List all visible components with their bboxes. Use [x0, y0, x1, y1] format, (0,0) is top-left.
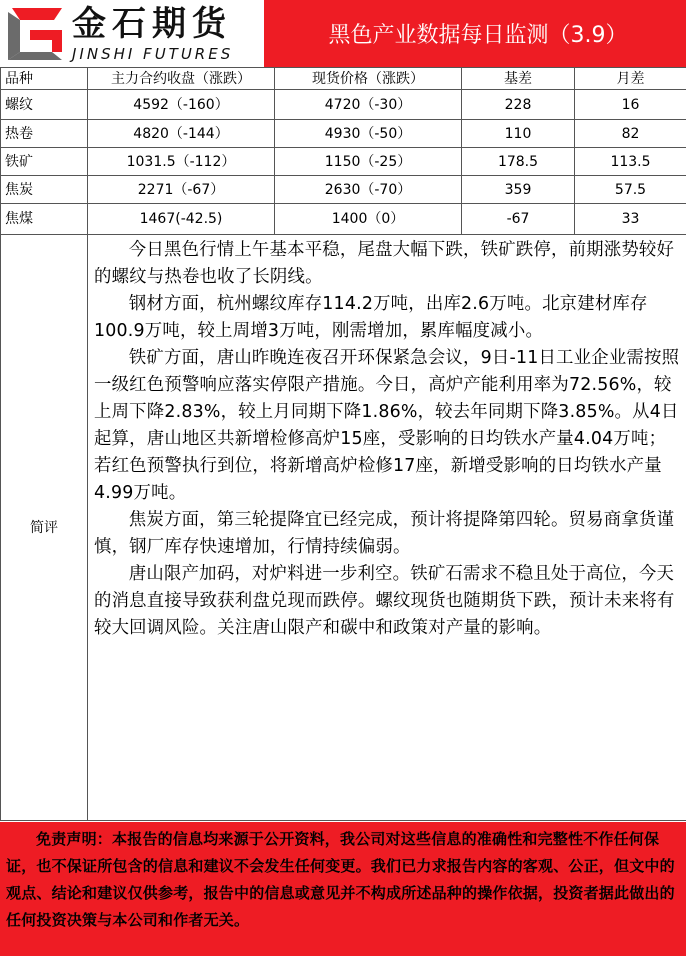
table-row [1, 176, 686, 204]
comment-paragraph: 焦炭方面，第三轮提降宜已经完成，预计将提降第四轮。贸易商拿货谨慎，钢厂库存快速增加，行情持续偏弱。 [94, 510, 675, 557]
table-cell: 4820（-144） [88, 120, 275, 148]
table-cell: 110 [462, 120, 575, 148]
brand-name-en: JINSHI FUTURES [72, 44, 234, 63]
table-cell: 4720（-30） [275, 90, 462, 120]
table-header-cell: 品种 [1, 68, 88, 90]
table-cell: 螺纹 [1, 90, 88, 120]
table-cell: 4930（-50） [275, 120, 462, 148]
table-cell: 33 [575, 204, 686, 235]
comment-paragraph: 唐山限产加码，对炉料进一步利空。铁矿石需求不稳且处于高位，今天的消息直接导致获利盘兑现而跌停。螺纹现货也随期货下跌，预计未来将有较大回调风险。关注唐山限产和碳中和政策对产量的影响。 [94, 564, 675, 638]
comment-body [88, 235, 686, 821]
table-row [1, 204, 686, 235]
table-cell: 1400（0） [275, 204, 462, 235]
table-cell: -67 [462, 204, 575, 235]
comment-paragraph: 今日黑色行情上午基本平稳，尾盘大幅下跌，铁矿跌停，前期涨势较好的螺纹与热卷也收了长阴线。 [94, 240, 675, 287]
table-row [1, 148, 686, 176]
comment-row [1, 235, 686, 821]
table-cell: 16 [575, 90, 686, 120]
jinshi-logo-icon [4, 4, 66, 64]
disclaimer-text: 免责声明：本报告的信息均来源于公开资料，我公司对这些信息的准确性和完整性不作任何保证，也不保证所包含的信息和建议不会发生任何变更。我们已力求报告内容的客观、公正，但文中的观点、结论和建议仅供参考，报告中的信息或意见并不构成所述品种的操作依据，投资者据此做出的任何投资决策与本公司和作者无关。 [6, 830, 675, 929]
disclaimer [0, 822, 686, 956]
table-header-cell: 月差 [575, 68, 686, 90]
table-cell: 359 [462, 176, 575, 204]
table-header-cell: 基差 [462, 68, 575, 90]
table-cell: 113.5 [575, 148, 686, 176]
table-cell: 228 [462, 90, 575, 120]
table-cell: 铁矿 [1, 148, 88, 176]
table-header-cell: 主力合约收盘（涨跌） [88, 68, 275, 90]
brand-name-cn: 金石期货 [72, 3, 232, 44]
table-cell: 2271（-67） [88, 176, 275, 204]
comment-paragraph: 钢材方面，杭州螺纹库存114.2万吨，出库2.6万吨。北京建材库存100.9万吨，较上周增3万吨，刚需增加，累库幅度减小。 [94, 294, 648, 341]
table-cell: 1031.5（-112） [88, 148, 275, 176]
table-cell: 焦炭 [1, 176, 88, 204]
table-row [1, 90, 686, 120]
table-header-row [1, 68, 686, 90]
table-cell: 178.5 [462, 148, 575, 176]
table-row [1, 120, 686, 148]
table-cell: 82 [575, 120, 686, 148]
comment-label: 简评 [1, 235, 88, 821]
table-cell: 57.5 [575, 176, 686, 204]
table-cell: 2630（-70） [275, 176, 462, 204]
report-title: 黑色产业数据每日监测（3.9） [264, 0, 686, 67]
comment-paragraph: 铁矿方面，唐山昨晚连夜召开环保紧急会议，9日-11日工业企业需按照一级红色预警响应落实停限产措施。今日，高炉产能利用率为72.56%，较上周下降2.83%，较上月同期下降1.86%，较去年同期下降3.85%。从4日起算，唐山地区共新增检修高炉15座，受影响的日均铁水产量4.04万吨；若红色预警执行到位，将新增高炉检修17座，新增受影响的日均铁水产量4.99万吨。 [94, 348, 680, 503]
table-cell: 焦煤 [1, 204, 88, 235]
header [0, 0, 686, 67]
logo [0, 0, 264, 67]
table-cell: 1150（-25） [275, 148, 462, 176]
table-header-cell: 现货价格（涨跌） [275, 68, 462, 90]
data-table [0, 67, 686, 821]
table-cell: 4592（-160） [88, 90, 275, 120]
table-cell: 1467(-42.5) [88, 204, 275, 235]
table-cell: 热卷 [1, 120, 88, 148]
